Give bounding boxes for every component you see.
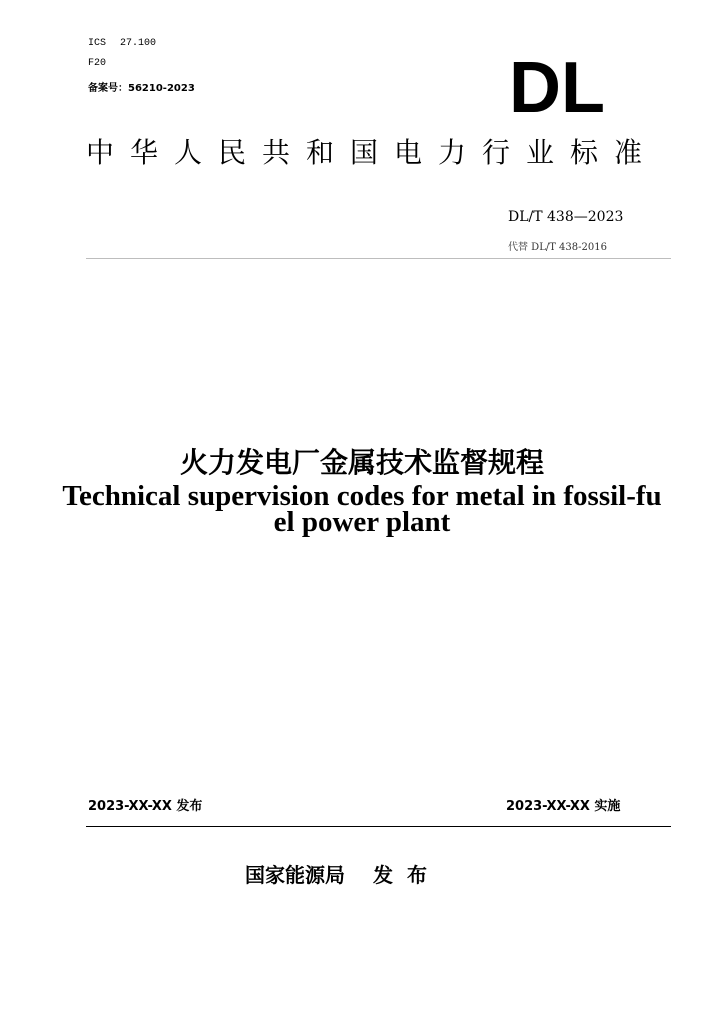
replaces-standard: 代替 DL/T 438-2016 bbox=[508, 242, 607, 253]
ics-code: 27.100 bbox=[120, 38, 157, 49]
top-divider bbox=[86, 258, 671, 259]
dl-logo: DL bbox=[509, 48, 605, 128]
bottom-divider bbox=[86, 826, 671, 827]
publisher-action: 发布 bbox=[373, 863, 441, 887]
ics-label: ICS bbox=[88, 38, 107, 49]
national-standard-heading: 中华人民共和国电力行业标准 bbox=[86, 136, 659, 169]
record-number: 备案号：56210-2023 bbox=[88, 83, 195, 94]
title-block bbox=[0, 443, 724, 538]
issue-date: 2023-XX-XX 发布 bbox=[88, 799, 203, 814]
ics-line bbox=[88, 38, 156, 49]
implementation-date: 2023-XX-XX 实施 bbox=[506, 799, 621, 814]
publisher-line bbox=[245, 859, 441, 888]
title-chinese: 火力发电厂金属技术监督规程 bbox=[179, 446, 544, 479]
classification-code: F20 bbox=[88, 58, 107, 69]
publisher-name: 国家能源局 bbox=[245, 863, 345, 887]
title-english: Technical supervision codes for metal in fossil-fuel power plant bbox=[62, 480, 662, 538]
standard-number: DL/T 438—2023 bbox=[508, 209, 624, 225]
